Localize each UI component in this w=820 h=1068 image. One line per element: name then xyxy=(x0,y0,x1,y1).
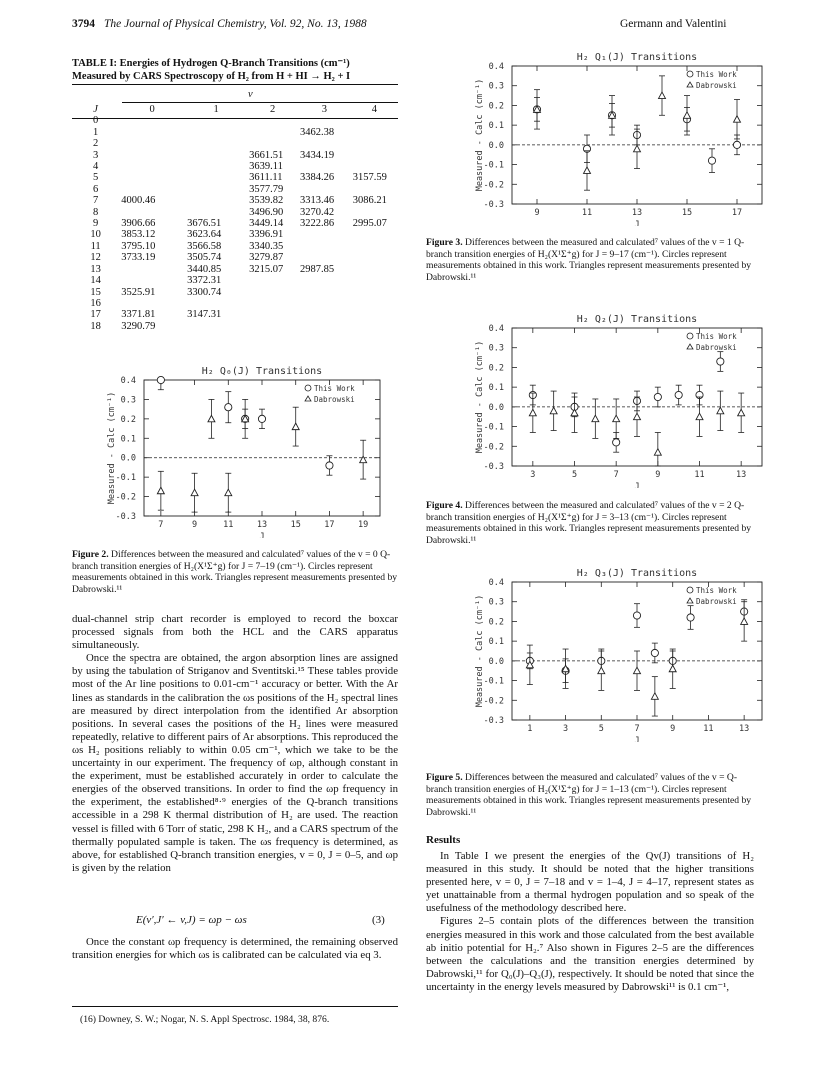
table-column-header: 2 xyxy=(269,104,276,115)
y-tick-label: 0.0 xyxy=(488,140,504,151)
table-header-rule xyxy=(72,118,398,119)
data-point-dabrowski xyxy=(584,167,591,174)
table-cell xyxy=(298,309,351,320)
table-cell xyxy=(351,321,398,332)
data-point-dabrowski xyxy=(717,407,724,414)
x-tick-label: 11 xyxy=(581,208,593,218)
table-cell xyxy=(247,298,298,309)
y-tick-label: 0.3 xyxy=(488,343,504,354)
data-point-this-work xyxy=(733,141,740,148)
data-point-dabrowski xyxy=(654,449,661,456)
energy-table xyxy=(72,104,398,332)
y-tick-label: 0.4 xyxy=(488,578,504,588)
table-row-label: 2 xyxy=(93,138,99,150)
data-point-dabrowski xyxy=(696,413,703,420)
paragraph: Figures 2–5 contain plots of the differences between the transition energies measured in this work and those calculated from the best available ab initio potential for H₂.⁷ Also shown in Figures 2–5 are the differences between the calculations and the transition energies determined by Dabrowski,¹¹ for Q₀(J)–Q₃(J), respectively. It should be noted that since the uncertainty in the energy levels measured by Dabrowski¹¹ is 0.1 cm⁻¹, xyxy=(426,915,754,993)
data-point-this-work xyxy=(708,157,715,164)
table-cell: 4000.46 xyxy=(121,195,156,207)
y-tick-label: 0.1 xyxy=(488,121,504,132)
table-cell: 3525.91 xyxy=(121,286,156,298)
chart-title: H₂ Q₁(J) Transitions xyxy=(576,52,698,63)
y-tick-label: -0.2 xyxy=(483,696,504,707)
x-tick-label: 11 xyxy=(694,470,705,480)
table-cell xyxy=(351,309,398,320)
legend-label-this-work: This Work xyxy=(314,384,355,393)
table-row-label: 11 xyxy=(90,240,101,252)
legend-label-dabrowski: Dabrowski xyxy=(696,81,737,90)
table-cell: 3434.19 xyxy=(300,149,335,161)
data-point-this-work xyxy=(633,612,640,619)
table-cell xyxy=(351,127,398,138)
legend-circle-marker xyxy=(687,333,693,339)
y-tick-label: 0.4 xyxy=(120,376,136,386)
table-cell: 3639.11 xyxy=(249,161,283,173)
y-tick-label: 0.2 xyxy=(120,414,136,425)
table-row xyxy=(72,264,398,275)
author-header: Germann and Valentini xyxy=(620,18,727,30)
table-row xyxy=(72,287,398,298)
table-cell xyxy=(119,207,185,218)
table-column-header: 1 xyxy=(213,104,219,115)
table-row-label: 18 xyxy=(90,320,101,332)
legend-triangle-marker xyxy=(687,598,693,603)
table-cell xyxy=(298,161,351,172)
x-tick-label: 7 xyxy=(613,470,619,480)
figure-3-chart xyxy=(428,48,768,226)
table-cell: 3566.58 xyxy=(187,240,222,252)
chart-title: H₂ Q₀(J) Transitions xyxy=(201,366,323,377)
x-tick-label: 15 xyxy=(681,208,693,218)
table-cell xyxy=(119,275,185,286)
figure-2-chart xyxy=(48,358,398,538)
table-cell: 2995.07 xyxy=(352,218,387,230)
table-cell xyxy=(351,138,398,149)
y-tick-label: -0.3 xyxy=(115,512,136,522)
table-cell xyxy=(351,150,398,161)
results-heading: Results xyxy=(426,834,461,846)
table-cell: 3300.74 xyxy=(187,286,222,298)
data-point-dabrowski xyxy=(669,665,676,672)
y-axis-label: Measured - Calc (cm⁻¹) xyxy=(107,391,117,505)
y-tick-label: -0.3 xyxy=(483,462,504,472)
table-cell: 3462.38 xyxy=(300,126,335,138)
table-row-label: 12 xyxy=(90,252,101,264)
footnote-rule xyxy=(72,1006,398,1007)
data-point-this-work xyxy=(675,391,682,398)
table-cell: 3539.82 xyxy=(249,195,284,207)
data-point-dabrowski xyxy=(191,489,198,496)
table-cell xyxy=(298,321,351,332)
table-row-label: 10 xyxy=(90,229,101,241)
left-body-text-2 xyxy=(72,936,398,962)
table-v-rule xyxy=(122,102,398,103)
paragraph: Once the constant ωp frequency is determined, the remaining observed transition energies for which ωs is calibrated can be calculated via eq 3. xyxy=(72,936,398,962)
y-tick-label: 0.1 xyxy=(488,637,504,648)
table-row xyxy=(72,321,398,332)
table-cell: 3496.90 xyxy=(249,206,284,218)
legend-circle-marker xyxy=(305,385,311,391)
x-tick-label: 17 xyxy=(324,520,335,530)
table-row xyxy=(72,252,398,263)
table-cell xyxy=(119,298,185,309)
table-caption: TABLE I: Energies of Hydrogen Q-Branch Transitions (cm⁻¹) Measured by CARS Spectroscopy of H₂ from H + HI → H₂ + I xyxy=(72,58,351,82)
table-cell xyxy=(247,127,298,138)
figure-5-caption: Figure 5. Differences between the measured and calculated⁷ values of the v = Q-branch transition energies of H₂(X¹Σ⁺g) for J = 1–13 (cm⁻¹). Circles represent measurements obtained in this work. Triangles represent measurements presented by Dabrowski.¹¹ xyxy=(426,772,752,818)
table-cell: 3290.79 xyxy=(121,320,156,332)
x-axis-label: J xyxy=(634,736,640,742)
legend-circle-marker xyxy=(687,71,693,77)
table-cell xyxy=(185,207,247,218)
data-point-this-work xyxy=(613,439,620,446)
data-point-dabrowski xyxy=(741,618,748,625)
table-cell: 3313.46 xyxy=(300,195,335,207)
table-cell xyxy=(298,229,351,240)
table-row-label: 7 xyxy=(93,195,99,207)
paragraph: dual-channel strip chart recorder is employed to record the boxcar processed signals from both the HCL and the CARS apparatus simultaneously. xyxy=(72,613,398,652)
table-cell: 3270.42 xyxy=(300,206,335,218)
table-cell: 3733.19 xyxy=(121,252,156,264)
table-row xyxy=(72,195,398,206)
data-point-dabrowski xyxy=(208,415,215,422)
footnote: (16) Downey, S. W.; Nogar, N. S. Appl Spectrosc. 1984, 38, 876. xyxy=(80,1014,330,1025)
table-cell xyxy=(119,172,185,183)
table-body xyxy=(72,115,398,332)
x-tick-label: 5 xyxy=(598,724,604,734)
data-point-dabrowski xyxy=(292,423,299,430)
data-point-this-work xyxy=(651,649,658,656)
table-row-label: 16 xyxy=(90,297,101,309)
table-row xyxy=(72,138,398,149)
table-row xyxy=(72,161,398,172)
table-row-label: 8 xyxy=(93,206,99,218)
legend-label-this-work: This Work xyxy=(696,70,737,79)
table-cell: 3611.11 xyxy=(249,172,283,184)
x-tick-label: 13 xyxy=(736,470,747,480)
table-cell xyxy=(298,252,351,263)
x-tick-label: 9 xyxy=(670,724,676,734)
table-cell xyxy=(351,264,398,275)
table-cell: 3676.51 xyxy=(187,218,222,230)
data-point-dabrowski xyxy=(684,112,691,119)
table-cell: 3396.91 xyxy=(249,229,284,241)
legend-label-this-work: This Work xyxy=(696,586,737,595)
table-cell xyxy=(351,298,398,309)
x-tick-label: 1 xyxy=(527,724,533,734)
figure-3-caption: Figure 3. Differences between the measured and calculated⁷ values of the v = 1 Q-branch transition energies of H₂(X¹Σ⁺g) for J = 9–17 (cm⁻¹). Circles represent measurements obtained in this work. Triangles represent measurements presented by Dabrowski.¹¹ xyxy=(426,237,752,283)
x-axis-label: J xyxy=(634,220,640,226)
legend-triangle-marker xyxy=(687,344,693,349)
y-tick-label: -0.2 xyxy=(483,180,504,191)
data-point-dabrowski xyxy=(550,407,557,414)
table-cell xyxy=(298,287,351,298)
x-tick-label: 11 xyxy=(703,724,714,734)
data-point-dabrowski xyxy=(734,116,741,123)
table-cell: 3449.14 xyxy=(249,218,284,230)
y-tick-label: -0.2 xyxy=(115,492,136,503)
table-row xyxy=(72,218,398,229)
table-cell: 3853.12 xyxy=(121,229,156,241)
y-tick-label: 0.0 xyxy=(488,656,504,667)
table-cell xyxy=(247,275,298,286)
data-point-dabrowski xyxy=(157,487,164,494)
x-tick-label: 7 xyxy=(634,724,640,734)
x-tick-label: 17 xyxy=(731,208,743,218)
x-tick-label: 13 xyxy=(256,520,268,530)
table-cell: 3906.66 xyxy=(121,218,156,230)
legend-label-dabrowski: Dabrowski xyxy=(314,395,355,404)
table-cell xyxy=(351,184,398,195)
data-point-dabrowski xyxy=(592,415,599,422)
legend-label-dabrowski: Dabrowski xyxy=(696,343,737,352)
table-cell xyxy=(298,138,351,149)
table-column-header: 4 xyxy=(371,104,378,115)
table-cell xyxy=(185,138,247,149)
journal-title: The Journal of Physical Chemistry, Vol. 92, No. 13, 1988 xyxy=(104,18,367,30)
data-point-dabrowski xyxy=(598,667,605,674)
y-tick-label: -0.2 xyxy=(483,442,504,453)
table-cell: 3372.31 xyxy=(187,275,222,287)
page-number: 3794 xyxy=(72,18,95,30)
y-tick-label: 0.2 xyxy=(488,363,504,374)
table-cell xyxy=(247,321,298,332)
table-top-rule xyxy=(72,84,398,85)
table-cell xyxy=(298,184,351,195)
legend-circle-marker xyxy=(687,587,693,593)
table-cell xyxy=(119,138,185,149)
legend-triangle-marker xyxy=(305,396,311,401)
legend-label-this-work: This Work xyxy=(696,332,737,341)
table-cell xyxy=(247,309,298,320)
table-cell xyxy=(119,127,185,138)
results-text xyxy=(426,850,754,994)
table-cell: 3505.74 xyxy=(187,252,222,264)
table-row-label: 13 xyxy=(90,263,101,275)
table-column-header: 0 xyxy=(149,104,155,115)
data-point-dabrowski xyxy=(529,409,536,416)
y-axis-label: Measured - Calc (cm⁻¹) xyxy=(475,594,485,708)
figure-2-caption: Figure 2. Differences between the measured and calculated⁷ values of the v = 0 Q-branch transition energies of H₂(X¹Σ⁺g) for J = 7–19 (cm⁻¹). Circles represent measurements obtained in this work. Triangles represent measurements presented by Dabrowski.¹¹ xyxy=(72,549,398,595)
equation-number: (3) xyxy=(372,914,385,926)
table-cell: 3340.35 xyxy=(249,240,284,252)
table-cell: 3577.79 xyxy=(249,183,284,195)
x-tick-label: 3 xyxy=(530,470,536,480)
table-cell xyxy=(351,207,398,218)
table-cell xyxy=(119,264,185,275)
data-point-dabrowski xyxy=(571,409,578,416)
table-cell: 3371.81 xyxy=(121,309,156,321)
table-cell: 3795.10 xyxy=(121,240,156,252)
y-axis-label: Measured - Calc (cm⁻¹) xyxy=(475,78,485,192)
data-point-dabrowski xyxy=(651,693,658,700)
y-tick-label: 0.2 xyxy=(488,101,504,112)
x-tick-label: 15 xyxy=(290,520,301,530)
x-axis-label: J xyxy=(634,482,640,488)
table-row-label: 4 xyxy=(93,161,99,173)
y-tick-label: -0.3 xyxy=(483,716,504,726)
table-cell xyxy=(185,127,247,138)
x-tick-label: 19 xyxy=(358,520,369,530)
x-tick-label: 13 xyxy=(739,724,750,734)
data-point-this-work xyxy=(326,462,333,469)
table-row-label: 6 xyxy=(93,183,99,195)
data-point-this-work xyxy=(157,376,164,383)
data-point-this-work xyxy=(687,614,694,621)
table-row-label: 5 xyxy=(93,172,99,184)
y-tick-label: 0.0 xyxy=(488,402,504,413)
table-cell xyxy=(247,287,298,298)
data-point-dabrowski xyxy=(634,667,641,674)
y-tick-label: 0.0 xyxy=(120,453,136,464)
table-cell: 3222.86 xyxy=(300,218,335,230)
y-tick-label: -0.1 xyxy=(483,422,504,433)
table-j-header: J xyxy=(93,104,98,115)
data-point-this-work xyxy=(225,404,232,411)
table-cell: 2987.85 xyxy=(300,263,335,275)
table-cell: 3086.21 xyxy=(352,195,387,207)
table-cell xyxy=(247,138,298,149)
table-cell: 3440.85 xyxy=(187,263,222,275)
chart-title: H₂ Q₂(J) Transitions xyxy=(576,314,698,325)
table-cell xyxy=(119,150,185,161)
y-tick-label: 0.1 xyxy=(120,434,136,445)
y-tick-label: 0.4 xyxy=(488,62,504,72)
paragraph: In Table I we present the energies of the Qv(J) transitions of H₂ measured in this study. It should be noted that the higher transitions presented here, v = 0, J = 7–18 and v = 1–4, J = 4–17, represent states as yet unattainable from a thermal hydrogen population and so speak of the usefulness of the methodology described here. xyxy=(426,850,754,915)
table-cell: 3623.64 xyxy=(187,229,222,241)
table-row-label: 15 xyxy=(90,286,101,298)
data-point-dabrowski xyxy=(613,415,620,422)
data-point-dabrowski xyxy=(659,92,666,99)
chart-title: H₂ Q₃(J) Transitions xyxy=(576,568,698,579)
y-tick-label: -0.1 xyxy=(115,473,136,484)
table-row xyxy=(72,229,398,240)
y-tick-label: 0.3 xyxy=(488,81,504,92)
legend-label-dabrowski: Dabrowski xyxy=(696,597,737,606)
table-cell: 3215.07 xyxy=(249,263,284,275)
y-tick-label: -0.1 xyxy=(483,676,504,687)
data-point-this-work xyxy=(717,358,724,365)
table-cell xyxy=(185,321,247,332)
paragraph: Once the spectra are obtained, the argon absorption lines are assigned by using the tabulation of Striganov and Sventitski.¹⁵ These tables provide most of the Ar line positions to 0.01-cm⁻¹ accuracy or better. With the Ar lines as standards in the calibration the ωs positions of the H₂ spectral lines are measured by direct interpolation from the identified Ar absorption positions. In several cases the positions of the H₂ lines were measured repeatedly, relative to different pairs of Ar absorptions. This reproduced the ωs H₂ positions reliably to within 0.05 cm⁻¹, which we take to be the uncertainty in our experiment. The frequency of ωp, although constant in the experiment, must be established accurately in order to calculate the energies of the observed transitions. In order to find the ωp frequency in the experiment, the established⁸·⁹ energies of the Q-branch transitions accessible in a 298 K thermal distribution of H₂ are used. The reaction vessel is filled with 6 Torr of static, 298 K H₂, and a CARS spectrum of the thermally populated sample is taken. The ωs frequency is determined, as above, for established Q-branch transition energies, v = 0, J = 0–5, and ωp is given by the relation xyxy=(72,652,398,874)
table-row xyxy=(72,184,398,195)
legend-triangle-marker xyxy=(687,82,693,87)
table-cell: 3147.31 xyxy=(187,309,222,321)
table-row xyxy=(72,150,398,161)
table-cell xyxy=(351,275,398,286)
x-tick-label: 9 xyxy=(655,470,661,480)
figure-4-chart xyxy=(428,310,768,488)
table-row xyxy=(72,275,398,286)
x-tick-label: 9 xyxy=(534,208,540,218)
x-tick-label: 5 xyxy=(571,470,578,480)
table-header-row xyxy=(72,104,398,115)
table-row xyxy=(72,172,398,183)
table-row-label: 9 xyxy=(93,218,99,230)
table-row xyxy=(72,241,398,252)
table-cell xyxy=(351,252,398,263)
y-tick-label: 0.3 xyxy=(488,597,504,608)
figure-4-caption: Figure 4. Differences between the measured and calculated⁷ values of the v = 2 Q-branch transition energies of H₂(X¹Σ⁺g) for J = 3–13 (cm⁻¹). Circles represent measurements obtained in this work. Triangles represent measurements presented by Dabrowski.¹¹ xyxy=(426,500,752,546)
data-point-dabrowski xyxy=(225,489,232,496)
table-cell xyxy=(185,184,247,195)
data-point-dabrowski xyxy=(360,456,367,463)
table-row-label: 14 xyxy=(90,275,101,287)
data-point-dabrowski xyxy=(634,145,641,152)
figure-5-chart xyxy=(428,564,768,742)
table-v-label: v xyxy=(248,89,253,100)
x-tick-label: 7 xyxy=(158,520,164,530)
left-body-text xyxy=(72,613,398,875)
x-tick-label: 9 xyxy=(192,520,198,530)
table-row-label: 1 xyxy=(93,126,99,138)
data-point-dabrowski xyxy=(738,409,745,416)
y-tick-label: 0.2 xyxy=(488,617,504,628)
table-cell xyxy=(185,172,247,183)
table-row-label: 17 xyxy=(90,309,101,321)
table-cell xyxy=(119,184,185,195)
y-tick-label: 0.3 xyxy=(120,395,136,406)
table-row xyxy=(72,298,398,309)
y-axis-label: Measured - Calc (cm⁻¹) xyxy=(475,340,485,454)
x-tick-label: 3 xyxy=(563,724,569,734)
table-row xyxy=(72,309,398,320)
data-point-this-work xyxy=(654,393,661,400)
table-cell xyxy=(298,241,351,252)
table-cell xyxy=(351,229,398,240)
table-cell: 3157.59 xyxy=(352,172,387,184)
table-column-header: 3 xyxy=(321,104,328,115)
table-row xyxy=(72,127,398,138)
x-tick-label: 13 xyxy=(631,208,643,218)
table-row xyxy=(72,207,398,218)
table-cell xyxy=(185,298,247,309)
table-cell: 3279.87 xyxy=(249,252,284,264)
table-cell xyxy=(298,298,351,309)
y-tick-label: -0.1 xyxy=(483,160,504,171)
table-cell: 3661.51 xyxy=(249,149,284,161)
table-cell xyxy=(185,195,247,206)
x-tick-label: 11 xyxy=(223,520,234,530)
table-cell xyxy=(351,161,398,172)
equation-3: E(v′,J′ ← v,J) = ωp − ωs xyxy=(136,914,247,926)
table-cell xyxy=(185,161,247,172)
data-point-this-work xyxy=(258,415,265,422)
table-cell xyxy=(119,161,185,172)
table-cell xyxy=(298,275,351,286)
table-cell: 3384.26 xyxy=(300,172,335,184)
x-axis-label: J xyxy=(259,532,265,538)
table-row-label: 0 xyxy=(93,115,99,127)
y-tick-label: 0.4 xyxy=(488,324,504,334)
table-cell xyxy=(185,150,247,161)
table-cell xyxy=(351,287,398,298)
data-point-dabrowski xyxy=(634,413,641,420)
y-tick-label: 0.1 xyxy=(488,383,504,394)
table-row-label: 3 xyxy=(93,149,99,161)
y-tick-label: -0.3 xyxy=(483,200,504,210)
table-cell xyxy=(351,241,398,252)
